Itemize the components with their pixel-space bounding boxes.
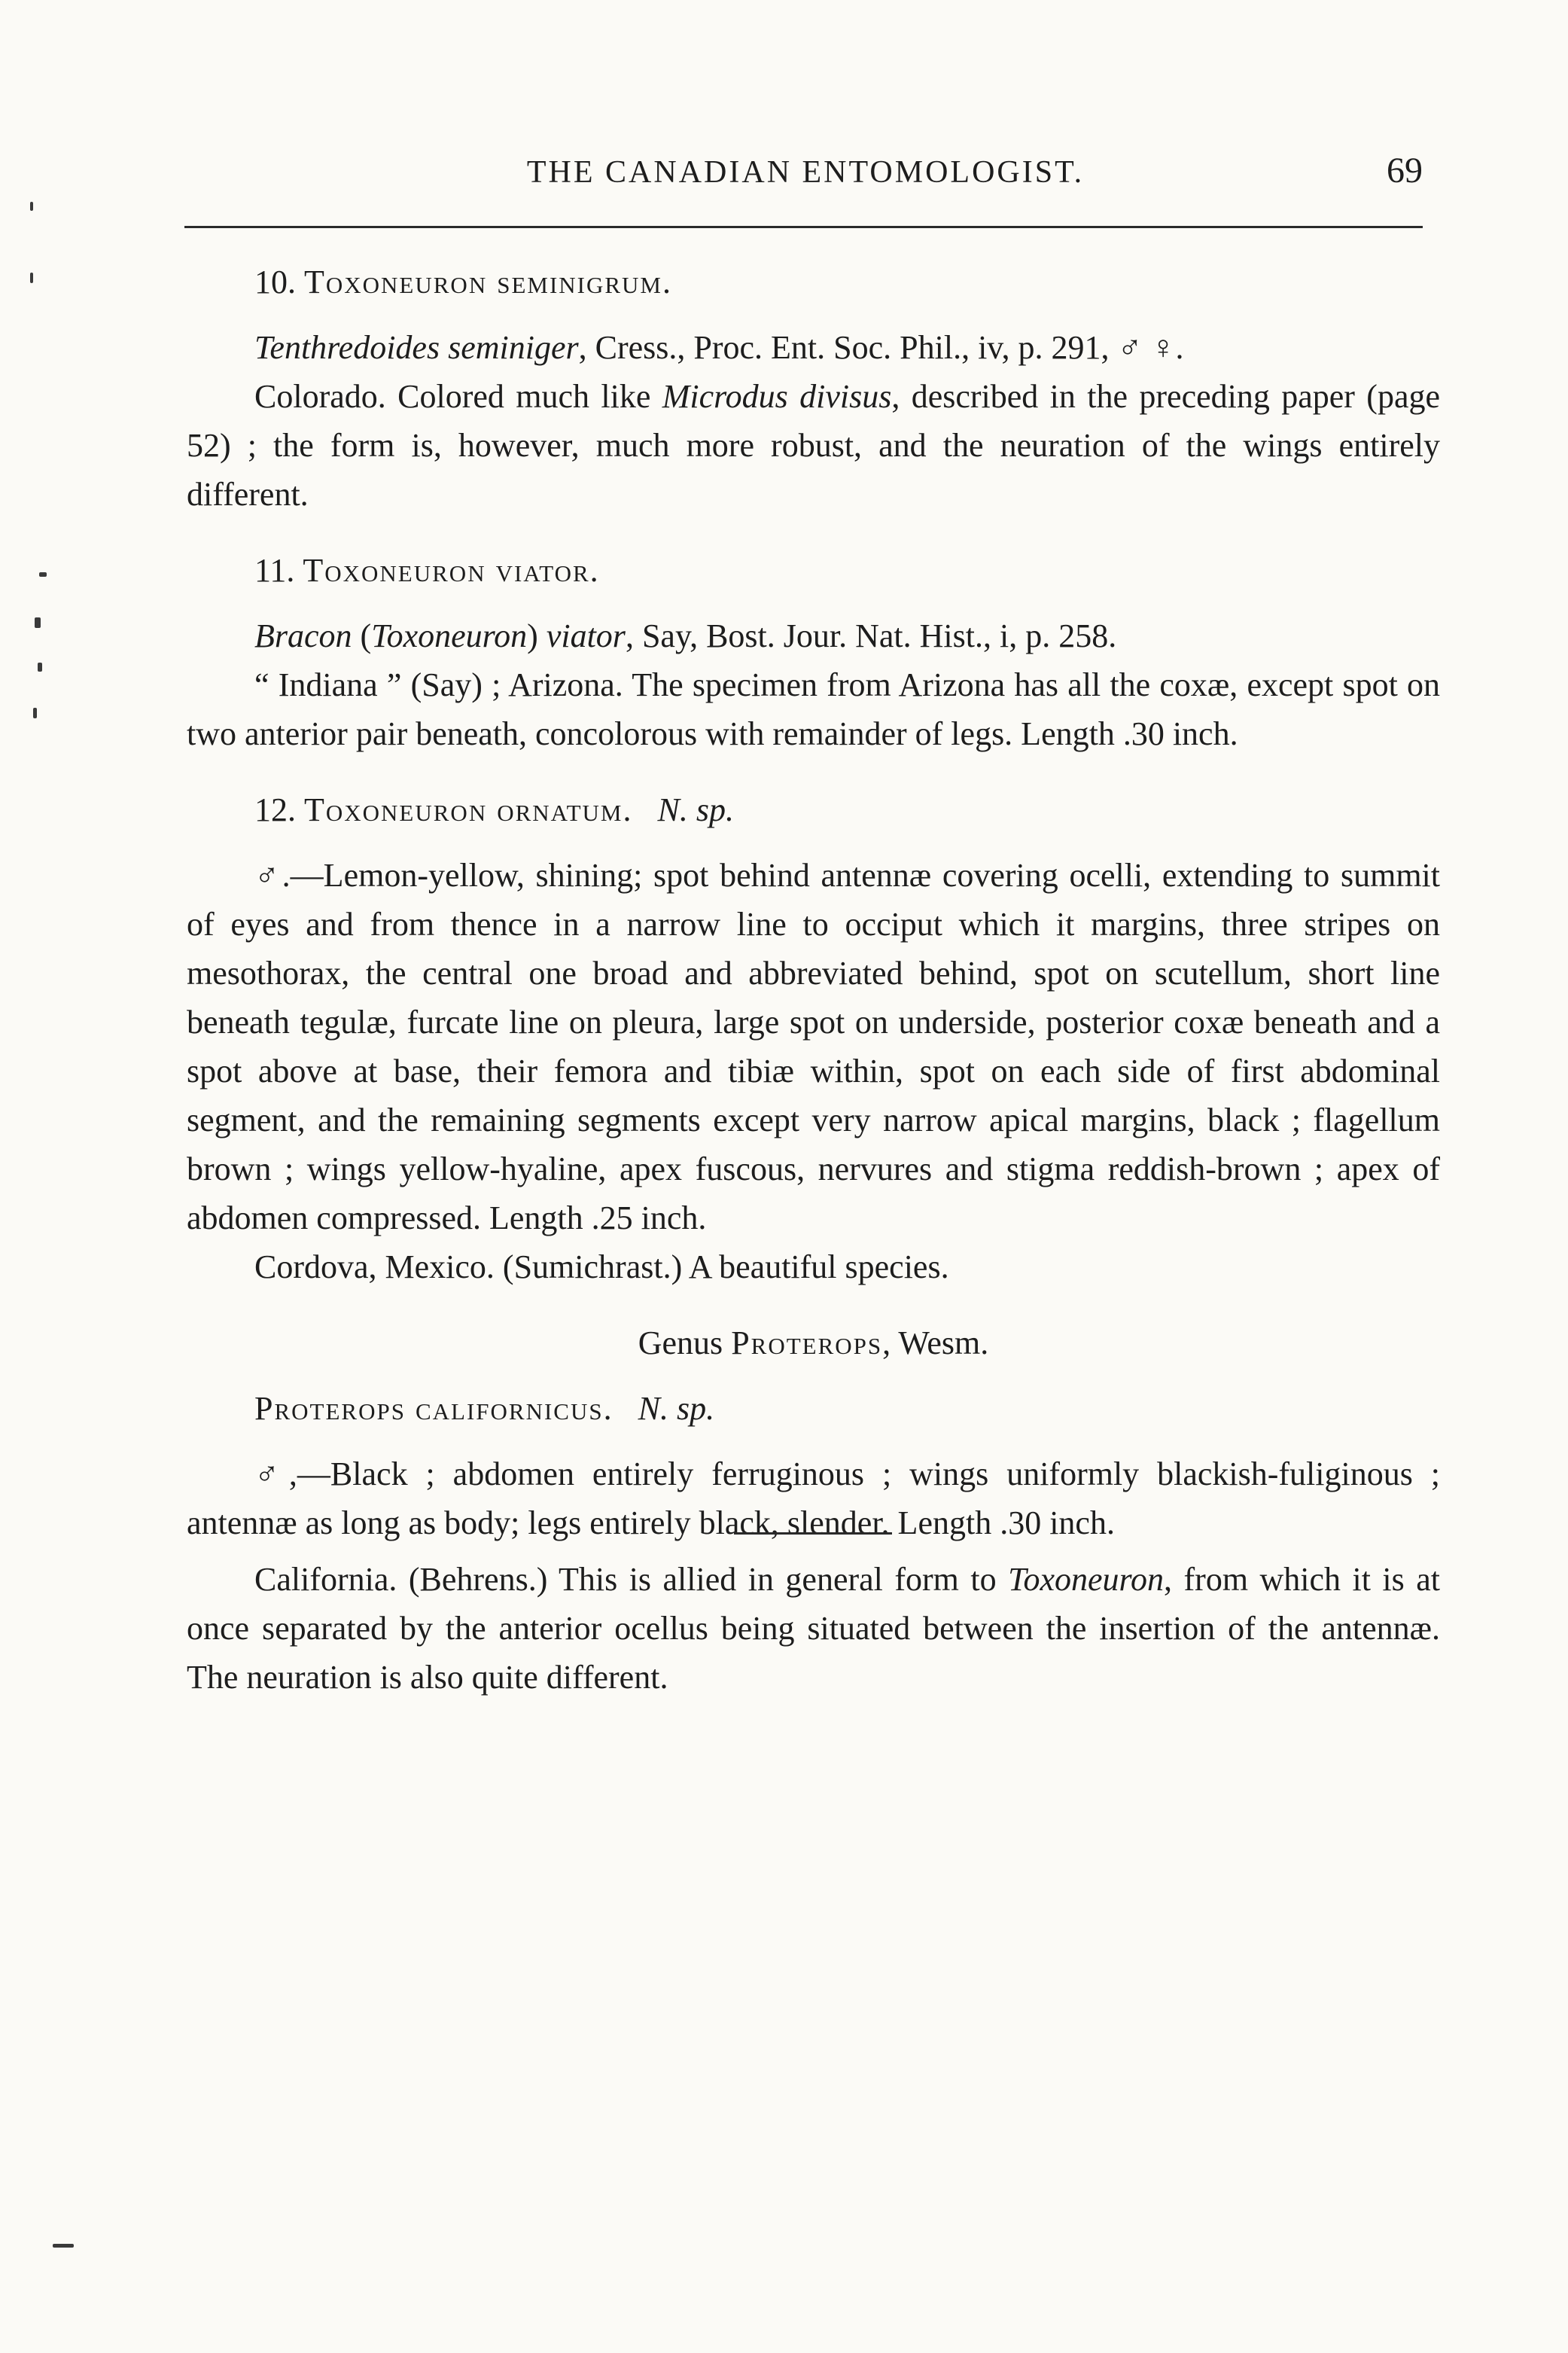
italic-taxon: Toxoneuron <box>1008 1561 1165 1598</box>
section-heading <box>187 1384 1440 1433</box>
section-paragraph: “ Indiana ” (Say) ; Arizona. The specimen from Arizona has all the coxæ, except spot on two anterior pair beneath, concolorous with remainder of legs. Length .30 inch. <box>187 666 1440 752</box>
synonym-punct: ) <box>527 617 547 654</box>
section-number: 12. <box>254 791 296 828</box>
scan-speck <box>35 617 41 628</box>
italic-taxon: Microdus divisus <box>662 378 892 415</box>
new-species-mark: N. sp. <box>638 1390 715 1427</box>
scan-speck <box>53 2244 74 2248</box>
running-head <box>188 151 1423 200</box>
synonym-subgenus: Toxoneuron <box>371 617 528 654</box>
genus-prefix: Genus <box>638 1324 732 1361</box>
paragraph-text: , described in the preceding paper (page 52) ; the form is, however, much more robust, and the neuration of the wings entirely different. <box>187 378 1441 513</box>
end-rule <box>734 1532 892 1535</box>
running-title: THE CANADIAN ENTOMOLOGIST. <box>526 155 1085 190</box>
header-rule <box>184 226 1423 228</box>
species-name: Toxoneuron viator. <box>303 552 600 589</box>
page-number: 69 <box>1387 151 1423 190</box>
scan-speck <box>30 202 33 211</box>
synonym-line <box>187 611 1440 660</box>
synonym-species: viator <box>546 617 626 654</box>
section-number: 10. <box>254 264 296 300</box>
synonym-punct: ( <box>352 617 372 654</box>
species-name: Proterops californicus. <box>254 1390 613 1427</box>
scan-speck <box>33 708 37 718</box>
synonym-line <box>187 323 1440 372</box>
synonym-genus: Tenthredoides seminiger <box>254 329 579 366</box>
section-heading <box>187 258 1440 306</box>
locality-line: Cordova, Mexico. (Sumichrast.) A beautiful species. <box>254 1248 949 1285</box>
genus-author: , Wesm. <box>882 1324 989 1361</box>
section-number: 11. <box>254 552 295 589</box>
genus-name: Proterops <box>731 1324 883 1361</box>
section-paragraph <box>187 372 1440 519</box>
synonym-citation: , Cress., Proc. Ent. Soc. Phil., iv, p. 291, ♂ ♀. <box>578 329 1184 366</box>
species-description: ♂,—Black ; abdomen entirely ferruginous ; wings uniformly blackish-fuliginous ; antennæ as long as body; legs entirely black, slender. Length .30 inch. <box>187 1455 1440 1541</box>
new-species-mark: N. sp. <box>657 791 734 828</box>
paragraph-text: , from which it is at once separated by the anterior ocellus being situated between the insertion of the antennæ. The neuration is also quite different. <box>187 1561 1441 1696</box>
synonym-citation: , Say, Bost. Jour. Nat. Hist., i, p. 258. <box>625 617 1117 654</box>
species-name: Toxoneuron ornatum. <box>304 791 633 828</box>
scan-speck <box>39 572 47 577</box>
genus-heading <box>187 1318 1440 1367</box>
paragraph-text: Colorado. Colored much like <box>254 378 662 415</box>
paragraph-text: California. (Behrens.) This is allied in general form to <box>254 1561 1009 1598</box>
synonym-genus: Bracon <box>254 617 352 654</box>
scan-speck <box>38 663 42 672</box>
species-description: ♂.—Lemon-yellow, shining; spot behind antennæ covering ocelli, extending to summit of eyes and from thence in a narrow line to occiput which it margins, three stripes on mesothorax, the central one broad and abbreviated behind, spot on scutellum, short line beneath tegulæ, furcate line on pleura, large spot on underside, posterior coxæ beneath and a spot above at base, their femora and tibiæ within, spot on each side of first abdominal segment, and the remaining segments except very narrow apical margins, black ; flagellum brown ; wings yellow-hyaline, apex fuscous, nervures and stigma reddish-brown ; apex of abdomen compressed. Length .25 inch. <box>187 857 1440 1236</box>
species-name: Toxoneuron seminigrum. <box>304 264 672 300</box>
scan-speck <box>30 273 33 283</box>
section-heading <box>187 785 1440 834</box>
section-paragraph <box>187 1555 1440 1702</box>
section-heading <box>187 546 1440 595</box>
main-text <box>187 258 1440 1702</box>
